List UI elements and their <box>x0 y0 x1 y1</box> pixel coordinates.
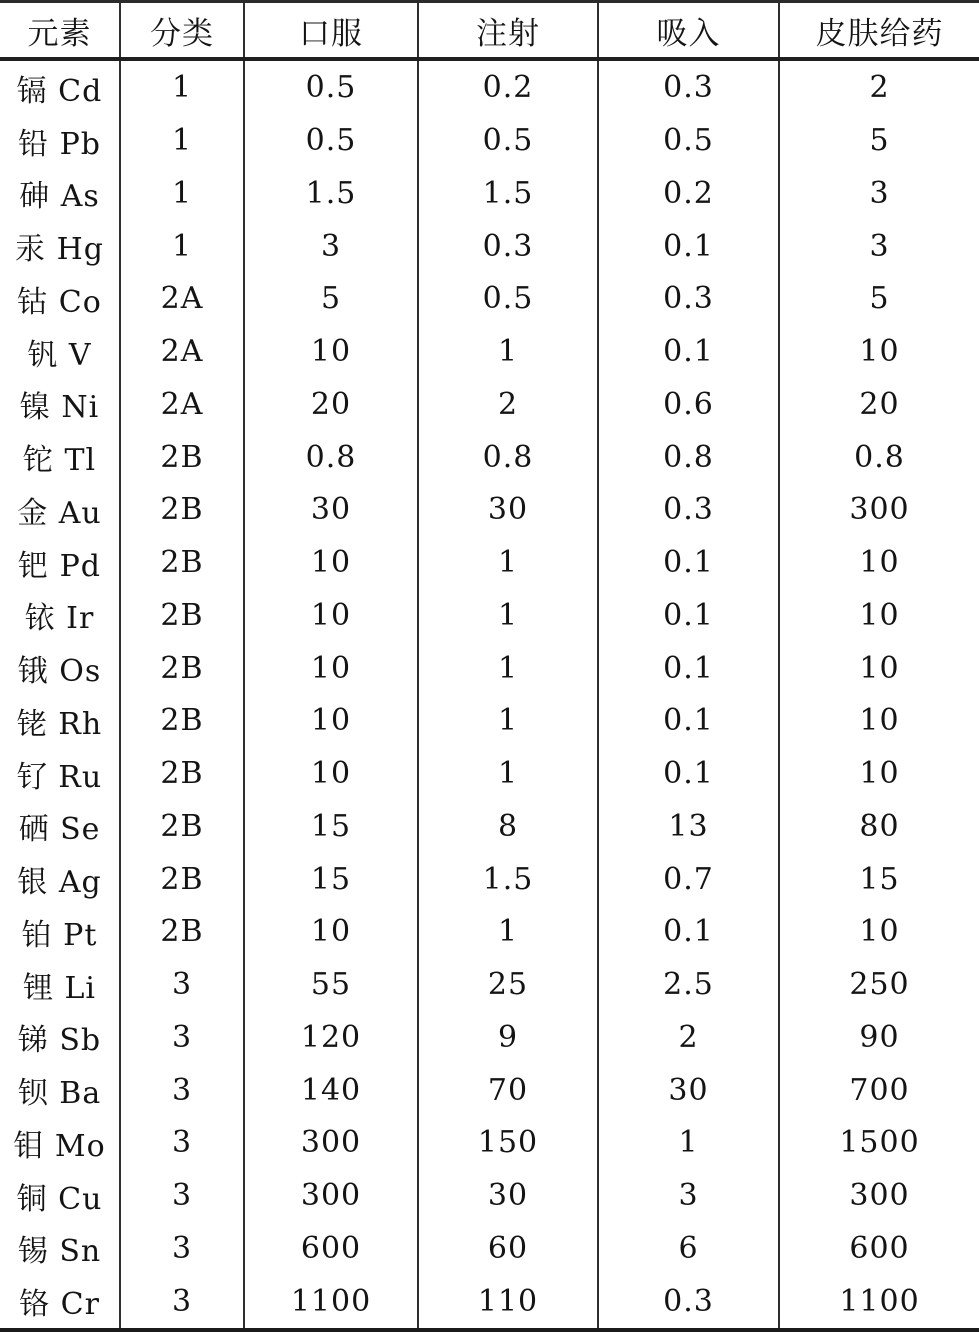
dermal-cell: 600 <box>779 1222 979 1275</box>
injection-cell: 0.3 <box>418 220 598 273</box>
dermal-cell: 250 <box>779 958 979 1011</box>
dermal-cell: 300 <box>779 483 979 536</box>
injection-cell: 2 <box>418 378 598 431</box>
oral-cell: 0.5 <box>244 59 418 114</box>
dermal-cell: 5 <box>779 272 979 325</box>
table-row <box>0 853 979 906</box>
dermal-cell: 1100 <box>779 1275 979 1330</box>
column-header-class: 分类 <box>120 2 244 60</box>
class-cell: 3 <box>120 1169 244 1222</box>
injection-cell: 1.5 <box>418 853 598 906</box>
column-header-oral: 口服 <box>244 2 418 60</box>
class-cell: 3 <box>120 958 244 1011</box>
inhalation-cell: 30 <box>598 1064 779 1117</box>
class-cell: 2B <box>120 800 244 853</box>
inhalation-cell: 0.3 <box>598 483 779 536</box>
element-cell: 铂 Pt <box>21 917 98 953</box>
element-cell: 锡 Sn <box>17 1234 102 1270</box>
table-row <box>0 272 979 325</box>
injection-cell: 30 <box>418 1169 598 1222</box>
element-cell: 铬 Cr <box>19 1287 100 1323</box>
class-cell: 3 <box>120 1011 244 1064</box>
class-cell: 2B <box>120 694 244 747</box>
oral-cell: 3 <box>244 220 418 273</box>
inhalation-cell: 0.3 <box>598 1275 779 1330</box>
table-row <box>0 483 979 536</box>
element-cell: 钴 Co <box>17 284 102 320</box>
dermal-cell: 5 <box>779 114 979 167</box>
dermal-cell: 10 <box>779 642 979 695</box>
element-cell: 钒 V <box>27 337 92 373</box>
inhalation-cell: 6 <box>598 1222 779 1275</box>
element-cell: 钡 Ba <box>17 1076 102 1112</box>
table-row <box>0 747 979 800</box>
table-row <box>0 1169 979 1222</box>
header-row <box>0 2 979 60</box>
injection-cell: 0.5 <box>418 272 598 325</box>
table-row <box>0 167 979 220</box>
injection-cell: 1 <box>418 905 598 958</box>
column-header-inhalation: 吸入 <box>598 2 779 60</box>
inhalation-cell: 0.3 <box>598 272 779 325</box>
oral-cell: 0.5 <box>244 114 418 167</box>
injection-cell: 30 <box>418 483 598 536</box>
class-cell: 1 <box>120 167 244 220</box>
element-cell: 金 Au <box>17 495 102 531</box>
injection-cell: 110 <box>418 1275 598 1330</box>
injection-cell: 1 <box>418 747 598 800</box>
injection-cell: 1 <box>418 589 598 642</box>
injection-cell: 60 <box>418 1222 598 1275</box>
inhalation-cell: 0.6 <box>598 378 779 431</box>
class-cell: 3 <box>120 1275 244 1330</box>
oral-cell: 120 <box>244 1011 418 1064</box>
dermal-cell: 90 <box>779 1011 979 1064</box>
dermal-cell: 10 <box>779 589 979 642</box>
table-row <box>0 1116 979 1169</box>
injection-cell: 1 <box>418 694 598 747</box>
oral-cell: 140 <box>244 1064 418 1117</box>
oral-cell: 10 <box>244 642 418 695</box>
dermal-cell: 1500 <box>779 1116 979 1169</box>
oral-cell: 10 <box>244 536 418 589</box>
injection-cell: 0.5 <box>418 114 598 167</box>
class-cell: 3 <box>120 1222 244 1275</box>
dermal-cell: 15 <box>779 853 979 906</box>
element-cell: 镍 Ni <box>19 390 100 426</box>
injection-cell: 70 <box>418 1064 598 1117</box>
table-row <box>0 800 979 853</box>
dermal-cell: 10 <box>779 905 979 958</box>
oral-cell: 30 <box>244 483 418 536</box>
element-cell: 钯 Pd <box>18 548 101 584</box>
oral-cell: 10 <box>244 694 418 747</box>
element-cell: 铅 Pb <box>18 126 101 162</box>
oral-cell: 10 <box>244 747 418 800</box>
injection-cell: 150 <box>418 1116 598 1169</box>
oral-cell: 10 <box>244 589 418 642</box>
column-header-dermal: 皮肤给药 <box>779 2 979 60</box>
element-cell: 镉 Cd <box>16 73 103 109</box>
table-row <box>0 1222 979 1275</box>
class-cell: 3 <box>120 1064 244 1117</box>
class-cell: 2B <box>120 642 244 695</box>
oral-cell: 300 <box>244 1169 418 1222</box>
inhalation-cell: 0.5 <box>598 114 779 167</box>
inhalation-cell: 3 <box>598 1169 779 1222</box>
oral-cell: 0.8 <box>244 431 418 484</box>
table-row <box>0 905 979 958</box>
oral-cell: 15 <box>244 853 418 906</box>
inhalation-cell: 0.1 <box>598 642 779 695</box>
inhalation-cell: 0.7 <box>598 853 779 906</box>
inhalation-cell: 0.1 <box>598 220 779 273</box>
dermal-cell: 10 <box>779 536 979 589</box>
element-cell: 硒 Se <box>18 812 101 848</box>
table-row <box>0 1275 979 1330</box>
oral-cell: 55 <box>244 958 418 1011</box>
element-cell: 铱 Ir <box>24 601 95 637</box>
injection-cell: 8 <box>418 800 598 853</box>
dermal-cell: 80 <box>779 800 979 853</box>
table-row <box>0 431 979 484</box>
element-cell: 砷 As <box>19 179 100 215</box>
element-cell: 钼 Mo <box>13 1128 106 1164</box>
inhalation-cell: 0.1 <box>598 694 779 747</box>
class-cell: 2B <box>120 905 244 958</box>
inhalation-cell: 0.1 <box>598 747 779 800</box>
injection-cell: 25 <box>418 958 598 1011</box>
dermal-cell: 10 <box>779 325 979 378</box>
table-row <box>0 958 979 1011</box>
injection-cell: 0.2 <box>418 59 598 114</box>
oral-cell: 5 <box>244 272 418 325</box>
dermal-cell: 2 <box>779 59 979 114</box>
inhalation-cell: 0.3 <box>598 59 779 114</box>
dermal-cell: 700 <box>779 1064 979 1117</box>
table-row <box>0 1064 979 1117</box>
inhalation-cell: 0.1 <box>598 536 779 589</box>
class-cell: 2B <box>120 747 244 800</box>
table-row <box>0 220 979 273</box>
inhalation-cell: 0.2 <box>598 167 779 220</box>
injection-cell: 1.5 <box>418 167 598 220</box>
dermal-cell: 10 <box>779 747 979 800</box>
class-cell: 1 <box>120 59 244 114</box>
element-cell: 银 Ag <box>17 865 102 901</box>
element-cell: 铊 Tl <box>22 443 97 479</box>
element-cell: 钌 Ru <box>16 759 103 795</box>
oral-cell: 1100 <box>244 1275 418 1330</box>
inhalation-cell: 0.1 <box>598 325 779 378</box>
table-row <box>0 59 979 114</box>
oral-cell: 300 <box>244 1116 418 1169</box>
class-cell: 2B <box>120 853 244 906</box>
injection-cell: 1 <box>418 536 598 589</box>
class-cell: 1 <box>120 220 244 273</box>
oral-cell: 10 <box>244 905 418 958</box>
table-row <box>0 114 979 167</box>
oral-cell: 20 <box>244 378 418 431</box>
oral-cell: 15 <box>244 800 418 853</box>
dermal-cell: 0.8 <box>779 431 979 484</box>
dermal-cell: 20 <box>779 378 979 431</box>
class-cell: 2B <box>120 589 244 642</box>
dermal-cell: 3 <box>779 167 979 220</box>
class-cell: 2A <box>120 325 244 378</box>
class-cell: 3 <box>120 1116 244 1169</box>
inhalation-cell: 2.5 <box>598 958 779 1011</box>
inhalation-cell: 0.8 <box>598 431 779 484</box>
table-row <box>0 589 979 642</box>
dermal-cell: 10 <box>779 694 979 747</box>
inhalation-cell: 13 <box>598 800 779 853</box>
injection-cell: 1 <box>418 642 598 695</box>
class-cell: 2B <box>120 483 244 536</box>
element-cell: 铜 Cu <box>16 1181 103 1217</box>
injection-cell: 9 <box>418 1011 598 1064</box>
inhalation-cell: 2 <box>598 1011 779 1064</box>
element-cell: 锇 Os <box>17 654 102 690</box>
class-cell: 2A <box>120 272 244 325</box>
table-row <box>0 325 979 378</box>
column-header-injection: 注射 <box>418 2 598 60</box>
inhalation-cell: 1 <box>598 1116 779 1169</box>
table-row <box>0 694 979 747</box>
table-body <box>0 59 979 1330</box>
element-cell: 汞 Hg <box>15 232 104 268</box>
dermal-cell: 300 <box>779 1169 979 1222</box>
inhalation-cell: 0.1 <box>598 905 779 958</box>
column-header-element: 元素 <box>0 2 120 60</box>
element-cell: 铑 Rh <box>16 706 103 742</box>
oral-cell: 1.5 <box>244 167 418 220</box>
table-header <box>0 2 979 60</box>
injection-cell: 1 <box>418 325 598 378</box>
class-cell: 1 <box>120 114 244 167</box>
injection-cell: 0.8 <box>418 431 598 484</box>
element-cell: 锑 Sb <box>17 1023 102 1059</box>
table-row <box>0 378 979 431</box>
oral-cell: 600 <box>244 1222 418 1275</box>
element-cell: 锂 Li <box>22 970 97 1006</box>
table-row <box>0 642 979 695</box>
table-row <box>0 536 979 589</box>
inhalation-cell: 0.1 <box>598 589 779 642</box>
class-cell: 2B <box>120 431 244 484</box>
oral-cell: 10 <box>244 325 418 378</box>
class-cell: 2B <box>120 536 244 589</box>
dermal-cell: 3 <box>779 220 979 273</box>
class-cell: 2A <box>120 378 244 431</box>
table-row <box>0 1011 979 1064</box>
